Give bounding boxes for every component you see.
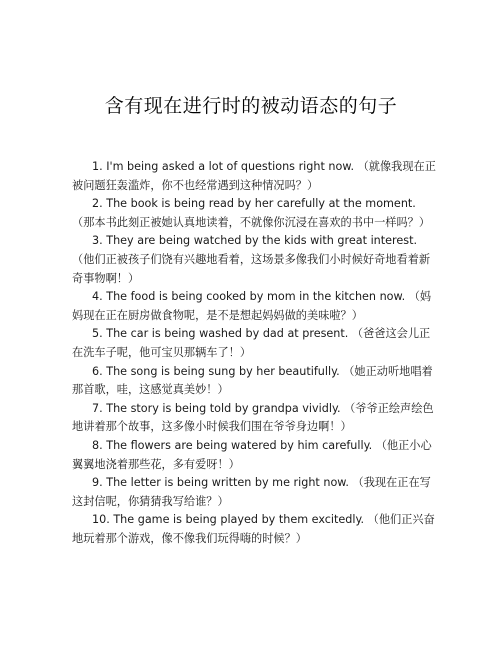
list-item: 1. I'm being asked a lot of questions right now. （就像我现在正被问题狂轰滥炸，你不也经常遇到这种情况吗？） — [72, 160, 436, 192]
sentence-list — [72, 158, 437, 548]
list-item: 5. The car is being washed by dad at present. （爸爸这会儿正在洗车子呢，他可宝贝那辆车了！） — [72, 327, 431, 359]
list-item: 4. The food is being cooked by mom in the kitchen now. （妈妈现在正在厨房做食物呢，是不是想起妈妈做的美味啦？） — [72, 290, 432, 322]
list-item: 2. The book is being read by her carefully at the moment. （那本书此刻正被她认真地读着，不就像你沉浸在喜欢的书中一样吗？） — [72, 197, 431, 229]
list-item: 8. The flowers are being watered by him carefully. （他正小心翼翼地浇着那些花，多有爱呀！） — [72, 438, 432, 471]
document-title: 含有现在进行时的被动语态的句子 — [104, 95, 398, 117]
list-item: 9. The letter is being written by me right now. （我现在正在写这封信呢，你猜猜我写给谁？） — [72, 476, 431, 508]
list-item: 7. The story is being told by grandpa vividly. （爷爷正绘声绘色地讲着那个故事，这多像小时候我们围在爷爷身边啊！） — [72, 401, 434, 434]
list-item: 3. They are being watched by the kids with great interest. （他们正被孩子们饶有兴趣地看着，这场景多像我们小时候好奇地看着新奇事物啊！） — [72, 234, 431, 285]
list-item: 10. The game is being played by them excitedly. （他们正兴奋地玩着那个游戏，像不像我们玩得嗨的时候？） — [72, 513, 435, 545]
list-item: 6. The song is being sung by her beautifully. （她正动听地唱着那首歌，哇，这感觉真美妙！） — [72, 364, 433, 397]
